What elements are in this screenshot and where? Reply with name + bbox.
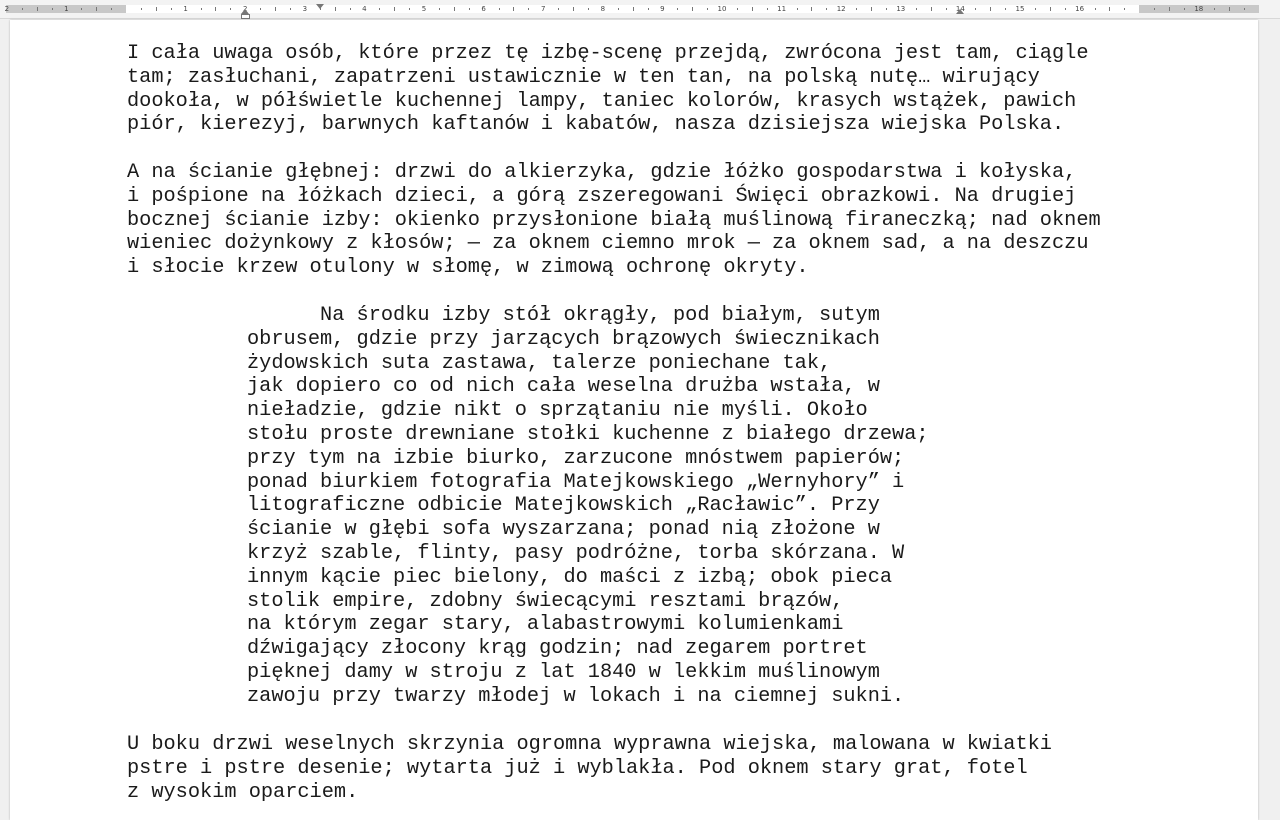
ruler-tick [588, 8, 589, 10]
ruler-tick [1184, 8, 1185, 10]
ruler-number: 4 [362, 5, 367, 13]
ruler-tick [141, 8, 142, 10]
ruler-tick [797, 8, 798, 10]
ruler-tick [1214, 8, 1215, 10]
ruler-tick [1050, 7, 1051, 11]
ruler-tick [916, 8, 917, 10]
ruler-tick [707, 8, 708, 10]
ruler-tick [409, 8, 410, 10]
right-indent-marker[interactable] [956, 9, 964, 14]
ruler-tick [618, 8, 619, 10]
ruler-tick [1035, 8, 1036, 10]
ruler-tick [81, 8, 82, 10]
ruler-tick [931, 7, 932, 11]
ruler-tick [677, 8, 678, 10]
ruler-tick [528, 8, 529, 10]
ruler-tick [454, 7, 455, 11]
ruler-number: 5 [421, 5, 427, 13]
ruler-number: 16 [1075, 5, 1085, 13]
ruler-tick [22, 8, 23, 10]
ruler-tick [96, 7, 97, 11]
ruler-number: 6 [481, 5, 486, 13]
ruler-tick [752, 7, 753, 11]
paragraph-indented[interactable]: Na środku izby stół okrągły, pod białym, sutym obrusem, gdzie przy jarzących brązowych świecznikach żydowskich suta zastawa, talerze poniechane tak, jak dopiero co od nich cała weselna drużba wstała, w nieładzie, gdzie nikt o sprzątaniu nie myśli. Około stołu proste drewniane stołki kuchenne z białego drzewa; przy tym na izbie biurko, zarzucone mnóstwem papierów; ponad biurkiem fotografia Matejkowskiego „Wernyhory” i litograficzne odbicie Matejkowskich „Racławic”. Przy ścianie w głębi sofa wyszarzana; ponad nią złożone w krzyż szable, flinty, pasy podróżne, torba skórzana. W innym kącie piec bielony, do maści z izbą; obok pieca stolik empire, zdobny świecącymi resztami brązów, na którym zegar stary, alabastrowymi kolumienkami dźwigający złocony krąg godzin; nad zegarem portret pięknej damy w stroju z lat 1840 w lekkim muślinowym zawoju przy twarzy młodej w lokach i na ciemnej sukni. [247, 304, 929, 708]
ruler-tick [1244, 8, 1245, 10]
ruler-number: 10 [717, 5, 727, 13]
paragraph[interactable]: I cała uwaga osób, które przez tę izbę-scenę przejdą, zwrócona jest tam, ciągle tam; zasłuchani, zapatrzeni ustawicznie w ten tan, na polską nutę… wirujący dookoła, w półświetle kuchennej lampy, taniec kolorów, krasych wstążek, pawich piór, kierezyj, barwnych kaftanów i kabatów, nasza dzisiejsza wiejska Polska. [127, 42, 1089, 137]
ruler-number: 9 [660, 5, 665, 13]
ruler-tick [52, 8, 53, 10]
ruler-number: 7 [540, 5, 546, 13]
ruler-tick [737, 8, 738, 10]
ruler-tick [871, 7, 872, 11]
ruler-tick [946, 8, 947, 10]
ruler-tick [156, 7, 157, 11]
ruler-tick [826, 8, 827, 10]
ruler-tick [290, 8, 291, 10]
ruler-number: 13 [896, 5, 906, 13]
ruler-tick [439, 8, 440, 10]
ruler-tick [260, 8, 261, 10]
ruler-number: 1 [183, 5, 188, 13]
ruler-tick [633, 7, 634, 11]
ruler-tick [990, 7, 991, 11]
ruler-number: 14 [955, 5, 965, 13]
ruler-tick [1065, 8, 1066, 10]
ruler-tick [886, 8, 887, 10]
ruler-tick [573, 7, 574, 11]
ruler-tick [215, 7, 216, 11]
ruler-tick [335, 7, 336, 11]
ruler-tick [469, 8, 470, 10]
ruler-tick [1229, 7, 1230, 11]
ruler-tick [513, 7, 514, 11]
ruler-tick [230, 8, 231, 10]
document-page[interactable] [10, 20, 1258, 820]
ruler-number: 12 [836, 5, 846, 13]
ruler-number: 1 [64, 5, 69, 13]
paragraph[interactable]: A na ścianie głębnej: drzwi do alkierzyka, gdzie łóżko gospodarstwa i kołyska, i pośpione na łóżkach dzieci, a górą zszeregowani Święci obrazkowi. Na drugiej bocznej ścianie izby: okienko przysłonione białą muślinową firaneczką; nad oknem wieniec dożynkowy z kłosów; — za oknem ciemno mrok — za oknem sad, a na deszczu i słocie krzew otulony w słomę, w zimową ochronę okryty. [127, 161, 1101, 280]
ruler-number: 15 [1015, 5, 1025, 13]
ruler-number: 8 [600, 5, 606, 13]
ruler-tick [692, 7, 693, 11]
ruler-tick [811, 7, 812, 11]
first-line-indent-marker[interactable] [316, 4, 324, 9]
ruler-number: 11 [777, 5, 787, 13]
ruler-tick [350, 8, 351, 10]
ruler-tick [767, 8, 768, 10]
ruler-tick [1154, 8, 1155, 10]
ruler-tick [37, 7, 38, 11]
ruler-tick [1005, 8, 1006, 10]
ruler-tick [275, 7, 276, 11]
ruler-tick [856, 8, 857, 10]
ruler-number: 3 [302, 5, 308, 13]
paragraph[interactable]: U boku drzwi weselnych skrzynia ogromna wyprawna wiejska, malowana w kwiatki pstre i pstre desenie; wytarta już i wyblakła. Pod oknem stary grat, fotel z wysokim oparciem. [127, 733, 1052, 804]
ruler-number: 2 [242, 5, 248, 13]
ruler-tick [394, 7, 395, 11]
ruler-tick [111, 8, 112, 10]
ruler-tick [975, 8, 976, 10]
ruler-tick [558, 8, 559, 10]
ruler-number: 2 [4, 5, 10, 13]
ruler-tick [499, 8, 500, 10]
horizontal-ruler[interactable] [0, 0, 1280, 19]
ruler-tick [1109, 7, 1110, 11]
ruler-tick [1095, 8, 1096, 10]
ruler-tick [201, 8, 202, 10]
ruler-tick [171, 8, 172, 10]
ruler-tick [379, 8, 380, 10]
left-indent-marker[interactable] [241, 14, 250, 19]
ruler-tick [1169, 7, 1170, 11]
ruler-tick [648, 8, 649, 10]
ruler-tick [1124, 8, 1125, 10]
ruler-number: 18 [1194, 5, 1204, 13]
